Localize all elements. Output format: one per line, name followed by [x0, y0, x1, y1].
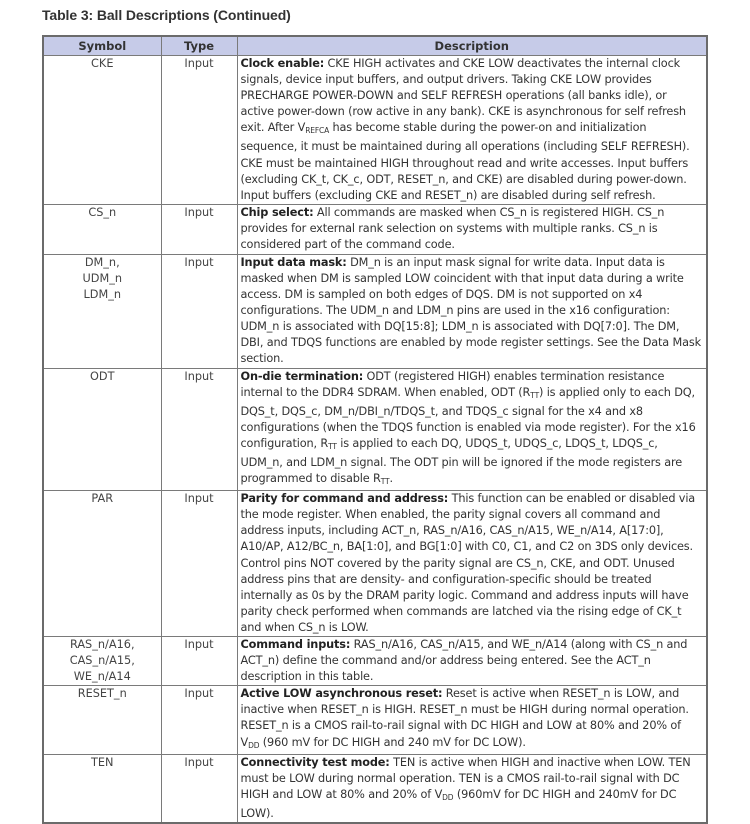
description-text: ODT (registered HIGH) enables termination resistance internal to the DDR4 SDRAM. When enabled, ODT (R [240, 369, 665, 399]
symbol-line: RAS_n/A16, [69, 638, 135, 651]
symbol-cell [43, 754, 161, 823]
description-heading: Active LOW asynchronous reset: [240, 687, 443, 701]
subscript: DD [248, 740, 260, 750]
symbol-line: UDM_n [82, 271, 123, 285]
description-text: is applied to each DQ, UDQS_t, UDQS_c, LDQS_t, LDQS_c, UDM_n, and LDM_n signal. The ODT pin will be ignored if the mode registers are programmed to disable R [240, 436, 683, 486]
description-heading: Connectivity test mode: [240, 755, 390, 769]
symbol-line: CKE [91, 57, 114, 70]
type-cell: Input [161, 368, 237, 491]
header-type: Type [161, 36, 237, 56]
symbol-cell [43, 254, 161, 368]
table-row [43, 491, 707, 637]
header-symbol: Symbol [43, 36, 161, 56]
description-heading: Input data mask: [240, 255, 347, 269]
symbol-line: PAR [91, 492, 114, 506]
type-cell: Input [161, 254, 237, 368]
description-heading: Chip select: [240, 205, 314, 219]
table-row [43, 56, 707, 205]
description-cell [237, 368, 707, 491]
description-heading: Parity for command and address: [240, 492, 449, 506]
header-row [43, 36, 707, 56]
description-text: All commands are masked when CS_n is registered HIGH. CS_n provides for external rank selection on systems with multiple ranks. CS_n is considered part of the command code. [240, 205, 665, 252]
type-cell: Input [161, 754, 237, 823]
type-cell: Input [161, 56, 237, 205]
description-text: DM_n is an input mask signal for write data. Input data is masked when DM is sampled LOW coincident with that input data during a write access. DM is sampled on both edges of DQS. DM is not supported on x4 configurations. The UDM_n and LDM_n pins are used in the x16 configuration: UDM_n is associated with DQ[15:8]; LDM_n is associated with DQ[7:0]. The DM, DBI, and TDQS functions are enabled by mode register settings. See the Data Mask section. [240, 255, 702, 366]
description-text: ) is applied only to each DQ, DQS_t, DQS_c, DM_n/DBI_n/TDQS_t, and TDQS_c signal for the x4 and x8 configurations (when the TDQS function is enabled via mode register). For the x16 configuration, R [240, 385, 696, 450]
subscript: TT [530, 390, 539, 400]
symbol-cell [43, 686, 161, 754]
symbol-line: CS_n [88, 205, 117, 219]
description-cell [237, 254, 707, 368]
description-heading: Clock enable: [240, 57, 325, 70]
symbol-line: RESET_n [77, 687, 127, 701]
description-text: has become stable during the power-on and initialization sequence, it must be maintained during all operations (including SELF REFRESH). CKE must be maintained HIGH throughout read and write accesses. Input buffers (excluding CK_t, CK_c, ODT, RESET_n, and CKE) are disabled during power-down. Input buffers (excluding CKE and RESET_n) are disabled during self refresh. [240, 121, 690, 202]
description-cell [237, 491, 707, 637]
symbol-cell [43, 368, 161, 491]
table-row [43, 686, 707, 754]
description-text: . [389, 472, 393, 486]
subscript: TT [328, 441, 337, 451]
symbol-line: WE_n/A14 [73, 670, 131, 684]
description-text: This function can be enabled or disabled via the mode register. When enabled, the parity signal covers all command and address inputs, including ACT_n, RAS_n/A16, CAS_n/A15, WE_n/A14, A[17:0], A10/AP, A12/BC_n, BA[1:0], and BG[1:0] with C0, C1, and C2 on 3DS only devices. Control pins NOT covered by the parity signal are CS_n, CKE, and ODT. Unused address pins that are density- and configuration-specific should be treated internally as 0s by the DRAM parity logic. Command and address inputs will have parity check performed when commands are latched via the rising edge of CK_t and when CS_n is LOW. [240, 492, 696, 634]
table-row [43, 254, 707, 368]
table-title: Table 3: Ball Descriptions (Continued) [42, 7, 291, 23]
description-text: (960 mV for DC HIGH and 240 mV for DC LOW). [259, 735, 526, 749]
description-text: Reset is active when RESET_n is LOW, and inactive when RESET_n is HIGH. RESET_n must be HIGH during normal operation. RESET_n is a CMOS rail-to-rail signal with DC HIGH and LOW at 80% and 20% of V [240, 687, 689, 749]
type-cell: Input [161, 637, 237, 686]
table-row [43, 637, 707, 686]
description-cell [237, 686, 707, 754]
symbol-cell [43, 637, 161, 686]
table-row [43, 368, 707, 491]
table-row [43, 754, 707, 823]
type-cell: Input [161, 204, 237, 254]
symbol-line: ODT [90, 369, 115, 383]
description-text: RAS_n/A16, CAS_n/A15, and WE_n/A14 (along with CS_n and ACT_n) define the command and/or address being entered. See the ACT_n description in this table. [240, 638, 688, 684]
symbol-cell [43, 56, 161, 205]
table-row [43, 204, 707, 254]
type-cell: Input [161, 686, 237, 754]
description-cell [237, 637, 707, 686]
description-cell [237, 204, 707, 254]
description-text: TEN is active when HIGH and inactive when LOW. TEN must be LOW during normal operation. TEN is a CMOS rail-to-rail signal with DC HIGH and LOW at 80% and 20% of V [240, 755, 691, 801]
description-heading: Command inputs: [240, 638, 351, 651]
subscript: TT [380, 477, 390, 487]
symbol-cell [43, 204, 161, 254]
description-text: (960mV for DC HIGH and 240mV for DC LOW). [240, 787, 677, 820]
header-description: Description [237, 36, 707, 56]
symbol-line: DM_n, [84, 255, 120, 269]
symbol-line: CAS_n/A15, [69, 654, 135, 668]
symbol-cell [43, 491, 161, 637]
description-heading: On-die termination: [240, 369, 364, 383]
type-cell: Input [161, 491, 237, 637]
description-text: CKE HIGH activates and CKE LOW deactivates the internal clock signals, device input buffers, and output drivers. Taking CKE LOW provides PRECHARGE POWER-DOWN and SELF REFRESH operations (all banks idle), or active power-down (row active in any bank). CKE is asynchronous for self refresh exit. After V [240, 57, 686, 135]
subscript: REFCA [305, 126, 330, 136]
symbol-line: LDM_n [83, 288, 122, 302]
symbol-line: TEN [91, 755, 114, 769]
subscript: DD [442, 792, 454, 802]
description-cell [237, 754, 707, 823]
ball-descriptions-table [42, 35, 708, 824]
description-cell [237, 56, 707, 205]
